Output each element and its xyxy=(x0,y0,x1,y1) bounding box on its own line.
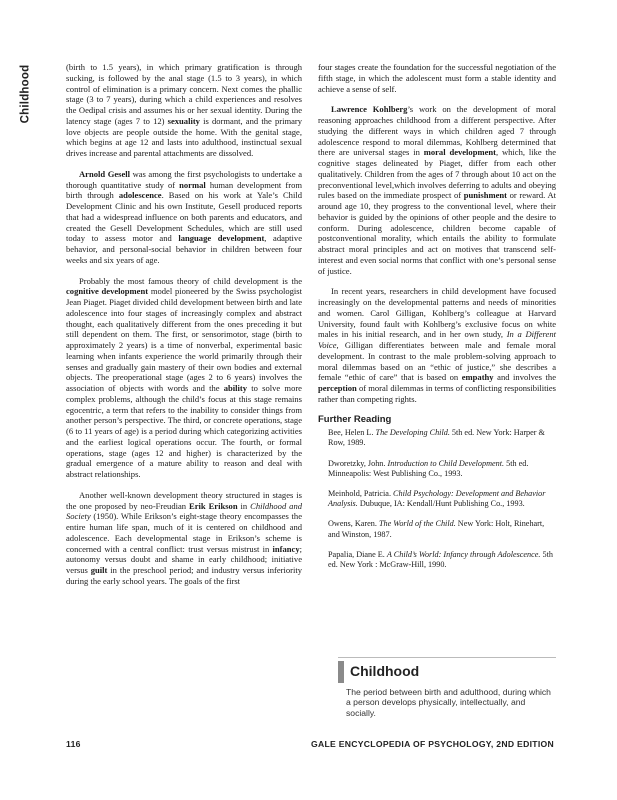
reference-item xyxy=(318,550,556,570)
reference-item xyxy=(318,459,556,479)
bold-term: sexuality xyxy=(167,115,200,126)
text-run: ; autonomy versus doubt and shame in early childhood; initiative versus xyxy=(66,543,302,575)
text-run: model pioneered by the Swiss psychologist Jean Piaget. Piaget divided child development between birth and late adolescence into four stages of increasingly complex and abstract thought, each qualitatively different from the ones preceding it but still dependent on them. The first, or sensorimotor, stage (birth to approximately 2 years) is a time of nonverbal, experimental basic learning when infants experience the world primarily through their senses and gradually gain mastery of their own bodies and external objects. The preoperational stage (ages 2 to 6 years) involves the association of objects with words and the xyxy=(66,286,303,393)
italic-title: A Child’s World: Infancy through Adolescence. xyxy=(386,549,541,559)
bold-term: ability xyxy=(223,383,248,393)
bold-term: Arnold Gesell xyxy=(79,168,130,179)
paragraph xyxy=(66,169,302,266)
italic-title: Introduction to Child Development. xyxy=(387,458,505,468)
side-section-tab xyxy=(18,60,36,140)
definition-rule xyxy=(338,657,556,658)
text-run: In recent years, researchers in child development have focused increasingly on the developmental patterns and needs of minorities and women. Carol Gilligan, Kohlberg’s colleague at Harvard University, found fault with Kohlberg’s exclusive focus on white males in his initial research, and in her own study, xyxy=(318,286,556,340)
text-run: to solve more complex problems, although the child’s focus at this stage remains egocentric, a term that refers to the inability to consider things from another person’s perspective. The third, or concrete operations, stage (6 to 11 years of age) is a period during which categorizing activities and the earliest logical operations occur. The fourth, or formal operations, stage (ages 12 and higher) is characterized by the gradual emergence of a mature ability to reason and deal with abstract relationships. xyxy=(66,383,302,479)
italic-title: The World of the Child. xyxy=(378,519,456,529)
text-run: Dubuque, IA: Kendall/Hunt Publishing Co., 1993. xyxy=(357,499,525,509)
bold-term: Erik Erikson xyxy=(189,500,238,511)
bold-term: infancy xyxy=(272,543,300,554)
right-column xyxy=(318,62,556,570)
text-run: Probably the most famous theory of child development is the xyxy=(79,275,302,286)
definition-box xyxy=(318,657,556,737)
text-run: in the preschool period; and industry versus inferiority during the early school years. The goals of the first xyxy=(66,565,302,586)
text-run: ’s work on the development of moral reasoning approaches childhood from a different perspective. After studying the different ways in which children aged 7 through adolescence respond to moral dilemmas, Kohlberg determined that there are universal stages in xyxy=(318,104,556,158)
definition-text: The period between birth and adulthood, during which a person develops physically, intellectually, and socially. xyxy=(346,687,551,718)
text-run: Bee, Helen L. xyxy=(328,428,376,438)
reference-item xyxy=(318,489,556,509)
reference-item xyxy=(318,519,556,539)
italic-title: Childhood and Society xyxy=(66,500,303,522)
bold-term: adolescence xyxy=(118,190,162,201)
reference-item xyxy=(318,428,556,448)
bold-term: empathy xyxy=(461,372,494,383)
bold-term: guilt xyxy=(90,565,108,575)
right-column-body xyxy=(318,62,556,405)
italic-title: The Developing Child. xyxy=(375,428,450,438)
bold-term: perception xyxy=(318,383,357,393)
further-reading-list xyxy=(318,428,556,570)
definition-title: Childhood xyxy=(350,663,420,679)
paragraph xyxy=(66,276,302,480)
text-run: is dormant, and the primary love objects are people outside the home. With the genital stage, which begins at age 12 and lasts into adulthood, instinctual sexual drives increase and parental attachments are dissolved. xyxy=(66,115,303,158)
text-run: Another well-known development theory structured in stages is the one proposed by neo-Freudian xyxy=(66,489,302,511)
text-run: human development from birth through xyxy=(66,179,302,201)
text-run: , which, like the cognitive stages delineated by Piaget, differ from each other qualitatively. Children from the ages of 7 through about 10 act on the preconventional level,which involves deferring to adults and obeying rules based on the immediate prospect of xyxy=(318,147,556,201)
text-run: four stages create the foundation for the successful negotiation of the fifth stage, in which the adolescent must form a stable identity and achieve a sense of self. xyxy=(318,62,556,94)
further-reading-heading: Further Reading xyxy=(318,413,392,425)
side-tab-label: Childhood xyxy=(19,64,32,124)
paragraph xyxy=(66,62,302,159)
bold-term: moral development xyxy=(423,147,496,158)
paragraph xyxy=(318,62,556,94)
paragraph xyxy=(66,490,302,587)
text-run: was among the first psychologists to undertake a thorough quantitative study of xyxy=(66,168,302,190)
definition-accent-bar xyxy=(338,661,344,683)
text-run: New York: Holt, Rinehart, and Winston, 1987. xyxy=(328,519,545,539)
publication-title: GALE ENCYCLOPEDIA OF PSYCHOLOGY, 2ND EDITION xyxy=(310,739,554,749)
text-run: and involves the xyxy=(493,372,557,383)
bold-term: normal xyxy=(179,179,206,190)
bold-term: cognitive development xyxy=(66,286,149,297)
text-run: 5th ed. New York: Harper & Row, 1989. xyxy=(328,428,545,448)
text-run: 5th ed. Minneapolis: West Publishing Co., 1993. xyxy=(328,458,529,478)
text-run: Owens, Karen. xyxy=(328,519,379,529)
text-run: , adaptive behavior, and personal-social behavior in children between four weeks and six years of age. xyxy=(66,233,303,265)
bold-term: Lawrence Kohlberg xyxy=(331,104,408,115)
bold-term: punishment xyxy=(463,190,507,201)
text-run: , Gilligan differentiates between male and female moral development. In contrast to the male problem-solving approach to moral dilemmas based on an “ethic of justice,” she describes a female “ethic of care” that is based on xyxy=(318,340,556,383)
paragraph xyxy=(318,104,556,276)
page-number: 116 xyxy=(66,739,81,749)
italic-title: In a Different Voice xyxy=(318,329,556,350)
italic-title: Child Psychology: Development and Behavior Analysis. xyxy=(328,489,546,509)
text-run: . Based on his work at Yale’s Child Development Clinic and his own Institute, Gesell produced reports that had a widespread influence on both parents and educators, and created the Gesell Development Schedules, which are still used today to assess motor and xyxy=(66,190,302,244)
bold-term: language development xyxy=(178,233,265,244)
text-run: Papalia, Diane E. xyxy=(328,549,387,559)
text-run: Dworetzky, John. xyxy=(328,458,388,468)
left-column xyxy=(66,62,302,587)
text-run: Meinhold, Patricia. xyxy=(328,489,394,499)
text-run: (birth to 1.5 years), in which primary gratification is through sucking, is followed by the anal stage (1.5 to 3 years), in which control of elimination is a primary concern. Next comes the phallic stage (3 to 7 years), during which a child experiences and resolves the Oedipal crisis and assumes his or her sexual identity. During the latency stage (ages 7 to 12) xyxy=(66,62,302,126)
text-run: (1950). While Erikson’s eight-stage theory encompasses the entire human life span, much of it is centered on childhood and adolescence. Each developmental stage in Erikson’s scheme is concerned with a central conflict: trust versus mistrust in xyxy=(66,511,302,554)
text-run: or reward. At around age 10, they progress to the conventional level, where their behavior is guided by the opinions of other people and the desire to conform. During adolescence, children become capable of postconventional morality, which entails the ability to formulate abstract moral principles and act on motives that transcend self-interest and even social norms that conflict with one’s personal sense of justice. xyxy=(318,190,557,276)
text-run: of moral dilemmas in terms of conflicting responsibilities rather than competing rights. xyxy=(318,383,556,404)
text-run: 5th ed. New York : McGraw-Hill, 1990. xyxy=(328,549,553,570)
paragraph xyxy=(318,286,556,404)
text-run: in xyxy=(237,500,251,511)
